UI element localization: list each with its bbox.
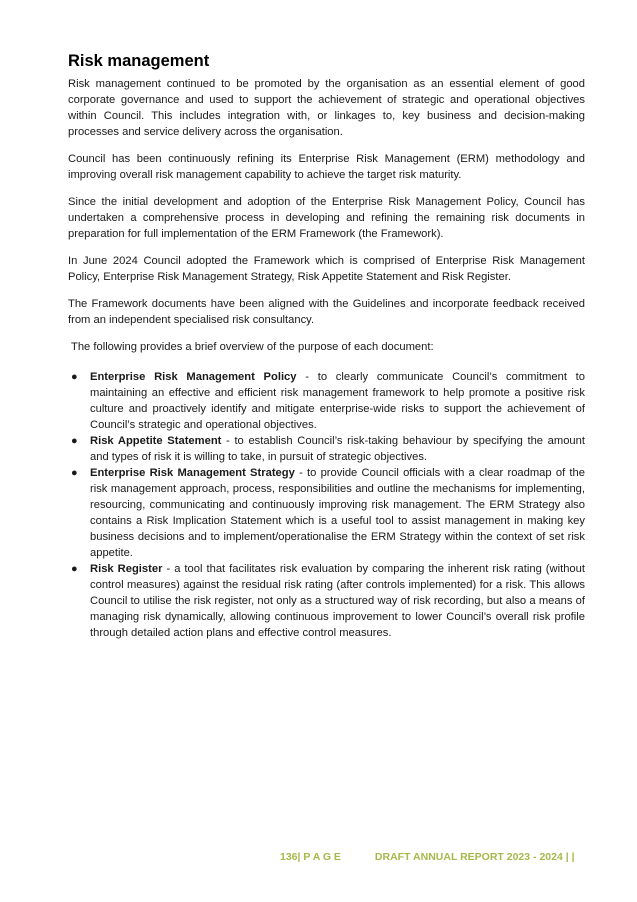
list-item-text: - a tool that facilitates risk evaluation by comparing the inherent risk rating (without control measures) against the residual risk rating (after controls implemented) for a risk. This allows Council to utilise the risk register, not only as a structured way of risk recording, but also a means of managing risk dynamically, allowing continuous improvement to lower Council’s overall risk profile through detailed action plans and effective control measures. (90, 563, 585, 639)
report-title: DRAFT ANNUAL REPORT 2023 - 2024 | | (374, 851, 575, 863)
paragraph-3: Since the initial development and adoption of the Enterprise Risk Management Policy, Council has undertaken a comprehensive process in developing and refining the remaining risk documents in preparation for full implementation of the ERM Framework (the Framework). (68, 196, 585, 240)
list-item-title: Enterprise Risk Management Policy (90, 371, 297, 383)
list-item-text: - to establish Council’s risk-taking behaviour by specifying the amount and types of risk it is willing to take, in pursuit of strategic objectives. (90, 435, 585, 463)
list-intro: The following provides a brief overview of the purpose of each document: (71, 341, 434, 353)
section-heading: Risk management (68, 52, 210, 70)
list-item-appetite (68, 433, 585, 465)
bullet-icon: ● (71, 563, 78, 575)
list-item-text: - to clearly communicate Council’s commitment to maintaining an effective and efficient risk management framework to help promote a positive risk culture and proactively identify and mitigate enterprise-wide risks to support the achievement of Council’s strategic and operational objectives. (90, 371, 585, 431)
list-item-register (68, 561, 585, 641)
bullet-icon: ● (71, 467, 78, 479)
paragraph-5: The Framework documents have been aligned with the Guidelines and incorporate feedback received from an independent specialised risk consultancy. (68, 298, 585, 326)
bullet-icon: ● (71, 371, 78, 383)
list-item-strategy (68, 465, 585, 561)
list-item-title: Risk Appetite Statement (90, 435, 222, 447)
paragraph-1: Risk management continued to be promoted by the organisation as an essential element of good corporate governance and used to support the achievement of strategic and operational objectives within Council. This includes integration with, or linkages to, key business and decision-making processes and service delivery across the organisation. (68, 78, 585, 138)
page-footer (280, 851, 575, 863)
list-item-title: Risk Register (90, 563, 163, 575)
list-item-text: - to provide Council officials with a clear roadmap of the risk management approach, process, responsibilities and outline the mechanisms for implementing, resourcing, communicating and continuously improving risk management. The ERM Strategy also contains a Risk Implication Statement which is a useful tool to assist management in making key business decisions and to implement/operationalise the ERM Strategy within the context of set risk appetite. (90, 467, 585, 559)
bullet-icon: ● (71, 435, 78, 447)
list-item-policy (68, 369, 585, 433)
section-body (68, 76, 585, 641)
paragraph-2: Council has been continuously refining its Enterprise Risk Management (ERM) methodology and improving overall risk management capability to achieve the target risk maturity. (68, 153, 585, 181)
list-item-title: Enterprise Risk Management Strategy (90, 467, 295, 479)
document-list (68, 369, 585, 641)
page-number: 136| P A G E (280, 851, 341, 863)
paragraph-4: In June 2024 Council adopted the Framework which is comprised of Enterprise Risk Management Policy, Enterprise Risk Management Strategy, Risk Appetite Statement and Risk Register. (68, 255, 585, 283)
